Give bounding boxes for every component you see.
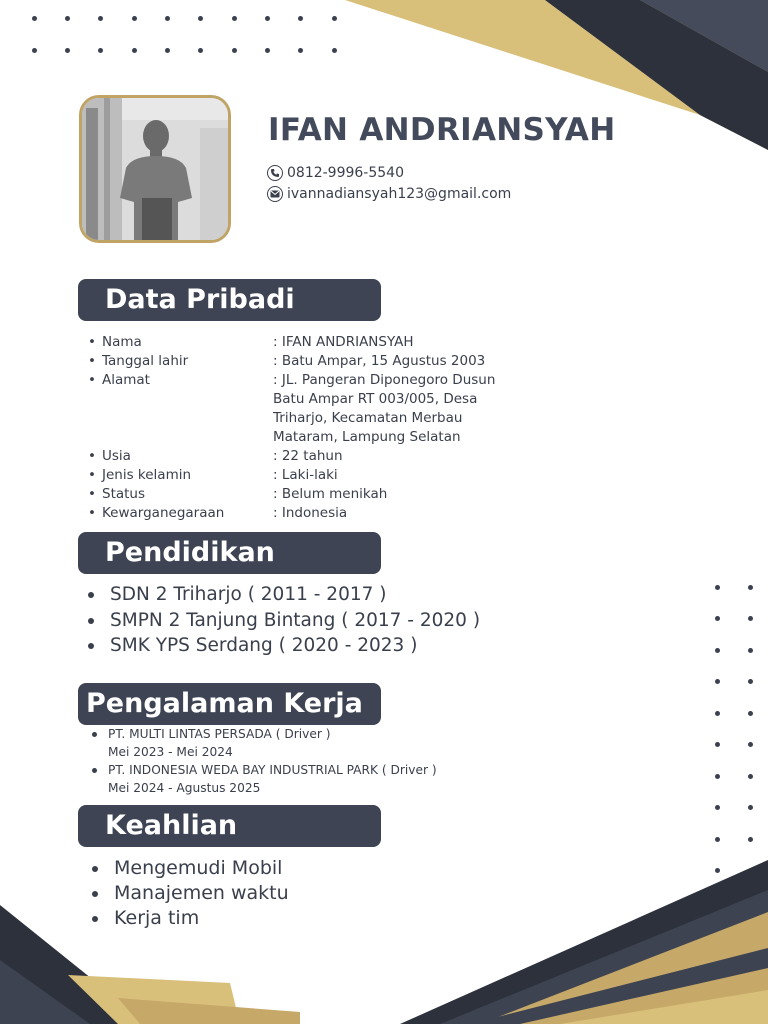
email-contact[interactable]	[267, 186, 511, 202]
info-value: : JL. Pangeran Diponegoro Dusun Batu Ampar RT 003/005, Desa Triharjo, Kecamatan Merbau Mataram, Lampung Selatan	[273, 372, 496, 445]
job-period: Mei 2023 - Mei 2024	[108, 745, 233, 759]
info-row-birth: • Tanggal lahir : Batu Ampar, 15 Agustus 2003	[88, 352, 513, 371]
list-item	[92, 761, 437, 797]
info-row-citizenship: • Kewarganegaraan : Indonesia	[88, 504, 513, 523]
experience-list	[92, 725, 437, 797]
section-header-skills: Keahlian	[78, 805, 381, 847]
email-icon	[267, 186, 283, 202]
list-item	[92, 725, 437, 761]
info-row-status: • Status : Belum menikah	[88, 485, 513, 504]
info-label: Usia	[102, 448, 131, 464]
info-row-age: • Usia : 22 tahun	[88, 447, 513, 466]
personal-info-list	[88, 333, 513, 523]
job-period: Mei 2024 - Agustus 2025	[108, 781, 261, 795]
job-company: PT. INDONESIA WEDA BAY INDUSTRIAL PARK ( Driver )	[108, 763, 437, 777]
info-label: Tanggal lahir	[102, 353, 189, 369]
list-item: SDN 2 Triharjo ( 2011 - 2017 )	[88, 582, 480, 608]
email-address: ivannadiansyah123@gmail.com	[287, 186, 512, 202]
info-value: : Laki-laki	[273, 467, 338, 483]
info-label: Kewarganegaraan	[102, 505, 225, 521]
list-item: SMPN 2 Tanjung Bintang ( 2017 - 2020 )	[88, 608, 480, 634]
section-header-personal: Data Pribadi	[78, 279, 381, 321]
full-name: IFAN ANDRIANSYAH	[268, 112, 616, 148]
info-label: Status	[102, 486, 146, 502]
info-label: Alamat	[102, 372, 150, 388]
info-value: : 22 tahun	[273, 448, 343, 464]
list-item: SMK YPS Serdang ( 2020 - 2023 )	[88, 633, 480, 659]
info-value: : Batu Ampar, 15 Agustus 2003	[273, 353, 486, 369]
section-header-experience: Pengalaman Kerja	[78, 683, 381, 725]
list-item: Mengemudi Mobil	[92, 856, 289, 881]
education-list	[88, 582, 480, 659]
skills-list	[92, 856, 289, 931]
profile-photo	[79, 95, 231, 243]
info-row-gender: • Jenis kelamin : Laki-laki	[88, 466, 513, 485]
phone-icon	[267, 165, 283, 181]
info-row-name: • Nama : IFAN ANDRIANSYAH	[88, 333, 513, 352]
info-value: : Indonesia	[273, 505, 348, 521]
list-item: Kerja tim	[92, 906, 289, 931]
info-row-address: • Alamat : JL. Pangeran Diponegoro Dusun Batu Ampar RT 003/005, Desa Triharjo, Kecamatan Merbau Mataram, Lampung Selatan	[88, 371, 513, 447]
info-label: Jenis kelamin	[102, 467, 192, 483]
person-photo-illustration	[82, 98, 228, 240]
section-header-education: Pendidikan	[78, 532, 381, 574]
info-value: : IFAN ANDRIANSYAH	[273, 334, 414, 350]
job-company: PT. MULTI LINTAS PERSADA ( Driver )	[108, 727, 331, 741]
info-label: Nama	[102, 334, 142, 350]
phone-contact[interactable]	[267, 165, 404, 181]
info-value: : Belum menikah	[273, 486, 388, 502]
phone-number: 0812-9996-5540	[287, 165, 404, 181]
list-item: Manajemen waktu	[92, 881, 289, 906]
